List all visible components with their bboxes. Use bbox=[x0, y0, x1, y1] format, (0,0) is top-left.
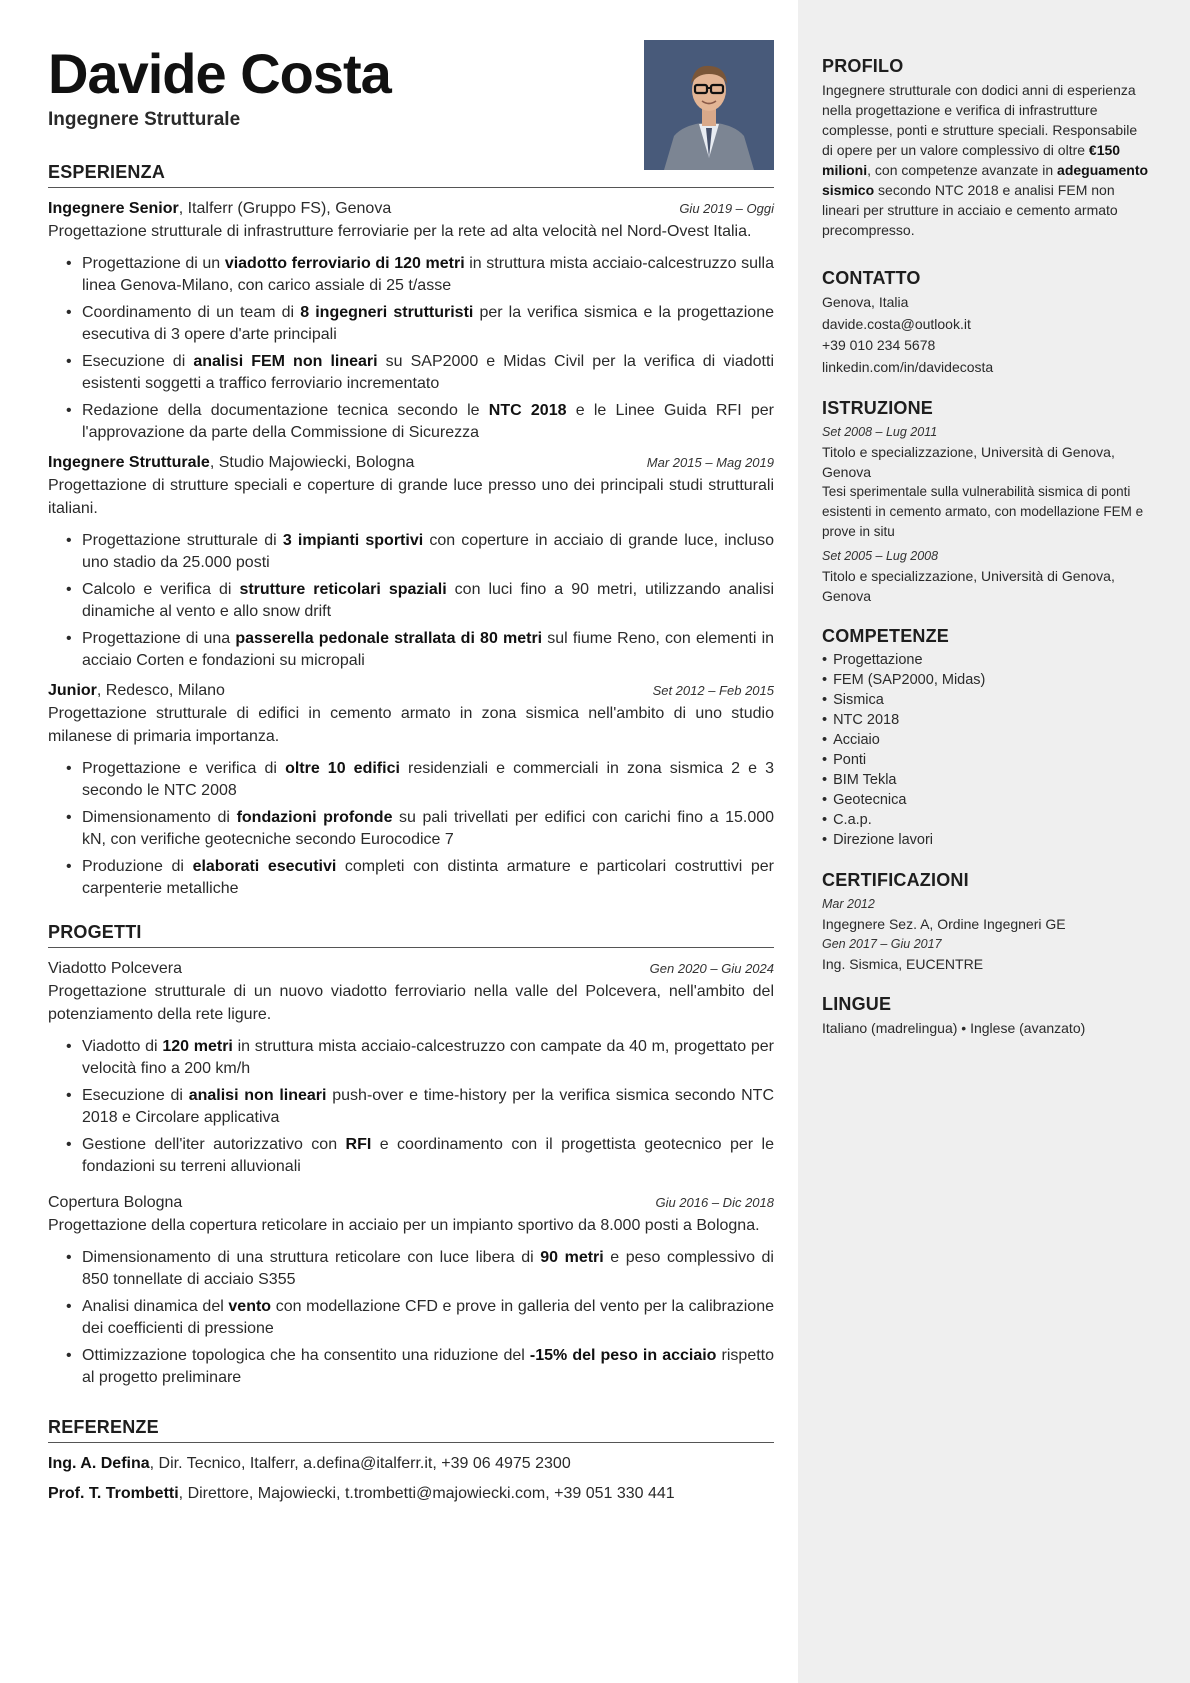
bullet-text: Progettazione di un bbox=[82, 255, 225, 272]
references-title: REFERENZE bbox=[48, 1417, 774, 1443]
bullet-text: completi con distinta armature e particolari costruttivi per carpenterie metalliche bbox=[82, 858, 775, 897]
sidebar bbox=[798, 0, 1190, 1683]
bullet-text: Progettazione strutturale di bbox=[82, 532, 283, 549]
job-description: Progettazione di strutture speciali e coperture di grande luce presso uno dei principali studi strutturali italiani. bbox=[48, 477, 774, 517]
experience-section bbox=[48, 162, 774, 900]
candidate-role: Ingegnere Strutturale bbox=[48, 109, 241, 130]
bullet-text: Dimensionamento di una struttura reticolare con luce libera di bbox=[82, 1249, 541, 1266]
bullet-highlight: strutture reticolari spaziali bbox=[239, 581, 447, 598]
contact-title: CONTATTO bbox=[822, 268, 921, 288]
person-avatar-icon bbox=[644, 40, 774, 170]
candidate-name: Davide Costa bbox=[48, 42, 391, 105]
entry-title bbox=[48, 198, 391, 220]
bullet-text: con modellazione CFD e prove in galleria del vento per la calibrazione dei coefficienti di pressione bbox=[82, 1298, 774, 1337]
bullet-text: Ottimizzazione topologica che ha consentito una riduzione del bbox=[82, 1347, 530, 1364]
languages-text: Italiano (madrelingua) • Inglese (avanzato) bbox=[822, 1020, 1086, 1036]
bullet-text: Progettazione e verifica di bbox=[82, 760, 286, 777]
references-list bbox=[48, 1453, 774, 1505]
bullet-highlight: vento bbox=[228, 1298, 272, 1315]
profile-photo bbox=[644, 40, 774, 170]
reference-details: , Direttore, Majowiecki, t.trombetti@majowiecki.com, +39 051 330 441 bbox=[178, 1485, 675, 1502]
skill-item: • Progettazione bbox=[822, 650, 1150, 670]
job-date: Set 2012 – Feb 2015 bbox=[652, 683, 774, 698]
bullet-list bbox=[48, 1247, 774, 1389]
project-description: Progettazione della copertura reticolare in acciaio per un impianto sportivo da 8.000 posti a Bologna. bbox=[48, 1217, 760, 1234]
bullet-highlight: 8 ingegneri strutturisti bbox=[300, 304, 474, 321]
bullet-highlight: passerella pedonale strallata di 80 metri bbox=[235, 630, 543, 647]
education-date: Set 2008 – Lug 2011 bbox=[822, 425, 938, 439]
profile-section bbox=[822, 56, 1150, 240]
bullet-highlight: elaborati esecutivi bbox=[192, 858, 337, 875]
entry-header bbox=[48, 958, 774, 980]
reference-name: Ing. A. Defina bbox=[48, 1455, 150, 1472]
education-degree: Titolo e specializzazione, Università di Genova, Genova bbox=[822, 568, 1115, 604]
bullet-item bbox=[48, 758, 774, 802]
skills-title: COMPETENZE bbox=[822, 626, 950, 646]
bullet-text: Produzione di bbox=[82, 858, 193, 875]
skill-item: • FEM (SAP2000, Midas) bbox=[822, 670, 1150, 690]
bullet-item bbox=[48, 1085, 774, 1129]
bullet-highlight: -15% del peso in acciaio bbox=[529, 1347, 717, 1364]
project-description: Progettazione strutturale di un nuovo viadotto ferroviario nella valle del Polcevera, nell'ambito del potenziamento della rete ligure. bbox=[48, 983, 774, 1023]
profile-title: PROFILO bbox=[822, 56, 904, 76]
bullet-text: e le Linee Guida RFI per l'approvazione da parte della Commissione di Sicurezza bbox=[82, 402, 775, 441]
job-description: Progettazione strutturale di infrastrutture ferroviarie per la rete ad alta velocità nel Nord-Ovest Italia. bbox=[48, 223, 752, 240]
bullet-text: Coordinamento di un team di bbox=[82, 304, 301, 321]
bullet-item bbox=[48, 1247, 774, 1291]
education-title: ISTRUZIONE bbox=[822, 398, 934, 418]
references-section bbox=[48, 1417, 774, 1505]
profile-text-part: Ingegnere strutturale con dodici anni di esperienza nella progettazione e verifica di infrastrutture complesse, ponti e strutture speciali. Responsabile di opere per un valore complessivo di oltre bbox=[822, 82, 1138, 158]
bullet-item bbox=[48, 1134, 774, 1178]
projects-section bbox=[48, 922, 774, 1389]
reference-name: Prof. T. Trombetti bbox=[48, 1485, 179, 1502]
entry-header bbox=[48, 198, 774, 220]
bullet-text: push-over e time-history per la verifica sismica secondo NTC 2018 e Circolare applicativa bbox=[82, 1087, 775, 1126]
languages-section bbox=[822, 994, 1150, 1038]
bullet-highlight: RFI bbox=[345, 1136, 372, 1153]
bullet-text: per la verifica sismica e la progettazione esecutiva di 3 opere d'arte principali bbox=[82, 304, 775, 343]
education-date: Set 2005 – Lug 2008 bbox=[822, 549, 939, 563]
bullet-text: in struttura mista acciaio-calcestruzzo con campate da 40 m, progettato per velocità fino a 200 km/h bbox=[82, 1038, 774, 1077]
certifications-title: CERTIFICAZIONI bbox=[822, 870, 969, 890]
bullet-highlight: 90 metri bbox=[540, 1249, 604, 1266]
bullet-text: Viadotto di bbox=[82, 1038, 163, 1055]
skills-list bbox=[822, 650, 1150, 850]
profile-highlight-value: €150 milioni bbox=[822, 142, 1121, 178]
bullet-text: residenziali e commerciali in zona sismica 2 e 3 secondo le NTC 2008 bbox=[82, 760, 775, 799]
bullet-text: e peso complessivo di 850 tonnellate di acciaio S355 bbox=[82, 1249, 774, 1288]
bullet-item bbox=[48, 1296, 774, 1340]
bullet-item bbox=[48, 530, 774, 574]
job-organization: , Redesco, Milano bbox=[96, 682, 225, 699]
profile-highlight-skill: adeguamento sismico bbox=[822, 162, 1149, 198]
bullet-text: Esecuzione di bbox=[82, 353, 194, 370]
skill-item: • NTC 2018 bbox=[822, 710, 1150, 730]
bullet-item bbox=[48, 579, 774, 623]
bullet-highlight: oltre 10 edifici bbox=[285, 760, 400, 777]
bullet-text: con coperture in acciaio di grande luce, incluso uno stadio da 25.000 posti bbox=[82, 532, 775, 571]
profile-text bbox=[822, 80, 1150, 240]
reference-item bbox=[48, 1453, 774, 1475]
bullet-text: su pali trivellati per edifici con carichi fino a 15.000 kN, con verifiche geotecniche secondo Eurocodice 7 bbox=[82, 809, 775, 848]
bullet-item bbox=[48, 400, 774, 444]
bullet-list bbox=[48, 1036, 774, 1178]
skill-item: • Direzione lavori bbox=[822, 830, 1150, 850]
project-title: Copertura Bologna bbox=[48, 1194, 183, 1211]
bullet-text: Dimensionamento di bbox=[82, 809, 237, 826]
bullet-item bbox=[48, 351, 774, 395]
bullet-highlight: NTC 2018 bbox=[488, 402, 567, 419]
reference-details: , Dir. Tecnico, Italferr, a.defina@italferr.it, +39 06 4975 2300 bbox=[149, 1455, 571, 1472]
job-position: Junior bbox=[48, 682, 97, 699]
bullet-text: su SAP2000 e Midas Civil per la verifica di viadotti esistenti soggetti a traffico ferroviario incrementato bbox=[82, 353, 775, 392]
bullet-text: con luci fino a 90 metri, utilizzando analisi dinamiche al vento e allo snow drift bbox=[82, 581, 775, 620]
reference-item bbox=[48, 1483, 774, 1505]
bullet-highlight: fondazioni profonde bbox=[236, 809, 393, 826]
project-entry bbox=[48, 1192, 774, 1389]
skill-item: • Ponti bbox=[822, 750, 1150, 770]
job-description: Progettazione strutturale di edifici in cemento armato in zona sismica nell'ambito di uno studio milanese di primaria importanza. bbox=[48, 705, 774, 745]
certification-date: Mar 2012 bbox=[822, 897, 875, 911]
job-organization: , Studio Majowiecki, Bologna bbox=[209, 454, 415, 471]
skill-item: • Acciaio bbox=[822, 730, 1150, 750]
job-date: Giu 2019 – Oggi bbox=[679, 201, 774, 216]
entry-header bbox=[48, 1192, 774, 1214]
job-position: Ingegnere Strutturale bbox=[48, 454, 210, 471]
job-date: Mar 2015 – Mag 2019 bbox=[646, 455, 774, 470]
bullet-text: Analisi dinamica del bbox=[82, 1298, 229, 1315]
profile-text-part: , con competenze avanzate in bbox=[867, 162, 1058, 178]
bullet-item bbox=[48, 253, 774, 297]
bullet-text: Progettazione di una bbox=[82, 630, 236, 647]
project-date: Giu 2016 – Dic 2018 bbox=[655, 1195, 774, 1210]
projects-list bbox=[48, 958, 774, 1389]
project-title: Viadotto Polcevera bbox=[48, 960, 183, 977]
bullet-item bbox=[48, 628, 774, 672]
bullet-item bbox=[48, 807, 774, 851]
bullet-text: Gestione dell'iter autorizzativo con bbox=[82, 1136, 346, 1153]
bullet-item bbox=[48, 1345, 774, 1389]
contact-location: Genova, Italia bbox=[822, 294, 909, 310]
bullet-item bbox=[48, 302, 774, 346]
skills-section bbox=[822, 626, 1150, 850]
experience-title: ESPERIENZA bbox=[48, 162, 774, 188]
project-entry bbox=[48, 958, 774, 1178]
certification-name: Ingegnere Sez. A, Ordine Ingegneri GE bbox=[822, 916, 1066, 932]
bullet-highlight: 120 metri bbox=[162, 1038, 233, 1055]
bullet-list bbox=[48, 253, 774, 444]
bullet-text: sul fiume Reno, con elementi in acciaio Corten e fondazioni su micropali bbox=[82, 630, 775, 669]
experience-list bbox=[48, 198, 774, 900]
contact-email[interactable]: davide.costa@outlook.it bbox=[822, 315, 971, 332]
experience-entry bbox=[48, 680, 774, 900]
project-date: Gen 2020 – Giu 2024 bbox=[649, 961, 774, 976]
contact-phone[interactable]: +39 010 234 5678 bbox=[822, 337, 936, 353]
contact-section bbox=[822, 268, 1150, 378]
bullet-highlight: 3 impianti sportivi bbox=[282, 532, 424, 549]
entry-header bbox=[48, 680, 774, 702]
education-degree: Titolo e specializzazione, Università di Genova, Genova bbox=[822, 444, 1115, 480]
bullet-text: rispetto al progetto preliminare bbox=[82, 1347, 775, 1386]
bullet-text: in struttura mista acciaio-calcestruzzo sulla linea Genova-Milano, con carico assiale di 25 t/asse bbox=[82, 255, 774, 294]
bullet-highlight: analisi non lineari bbox=[188, 1087, 327, 1104]
education-note: Tesi sperimentale sulla vulnerabilità sismica di ponti esistenti in cemento armato, con modellazione FEM e prove in situ bbox=[822, 484, 1144, 539]
certification-name: Ing. Sismica, EUCENTRE bbox=[822, 956, 984, 972]
bullet-list bbox=[48, 530, 774, 672]
bullet-item bbox=[48, 1036, 774, 1080]
entry-title bbox=[48, 452, 414, 474]
bullet-text: Redazione della documentazione tecnica secondo le bbox=[82, 402, 489, 419]
entry-title bbox=[48, 680, 225, 702]
bullet-item bbox=[48, 856, 774, 900]
main-column bbox=[48, 40, 774, 1513]
bullet-list bbox=[48, 758, 774, 900]
job-position: Ingegnere Senior bbox=[48, 200, 179, 217]
bullet-text: e coordinamento con il progettista geotecnico per le fondazioni su terreni alluvionali bbox=[82, 1136, 775, 1175]
experience-entry bbox=[48, 198, 774, 444]
projects-title: PROGETTI bbox=[48, 922, 774, 948]
certifications-section bbox=[822, 870, 1150, 974]
experience-entry bbox=[48, 452, 774, 672]
skill-item: • BIM Tekla bbox=[822, 770, 1150, 790]
skill-item: • Geotecnica bbox=[822, 790, 1150, 810]
skill-item: • Sismica bbox=[822, 690, 1150, 710]
certification-date: Gen 2017 – Giu 2017 bbox=[822, 937, 942, 951]
job-organization: , Italferr (Gruppo FS), Genova bbox=[178, 200, 392, 217]
bullet-text: Calcolo e verifica di bbox=[82, 581, 240, 598]
bullet-highlight: analisi FEM non lineari bbox=[193, 353, 378, 370]
languages-title: LINGUE bbox=[822, 994, 892, 1014]
education-section bbox=[822, 398, 1150, 606]
bullet-text: Esecuzione di bbox=[82, 1087, 189, 1104]
contact-linkedin[interactable]: linkedin.com/in/davidecosta bbox=[822, 358, 994, 375]
entry-header bbox=[48, 452, 774, 474]
bullet-highlight: viadotto ferroviario di 120 metri bbox=[224, 255, 465, 272]
profile-text-part: secondo NTC 2018 e analisi FEM non lineari per strutture in acciaio e cemento armato precompresso. bbox=[822, 182, 1118, 238]
skill-item: • C.a.p. bbox=[822, 810, 1150, 830]
